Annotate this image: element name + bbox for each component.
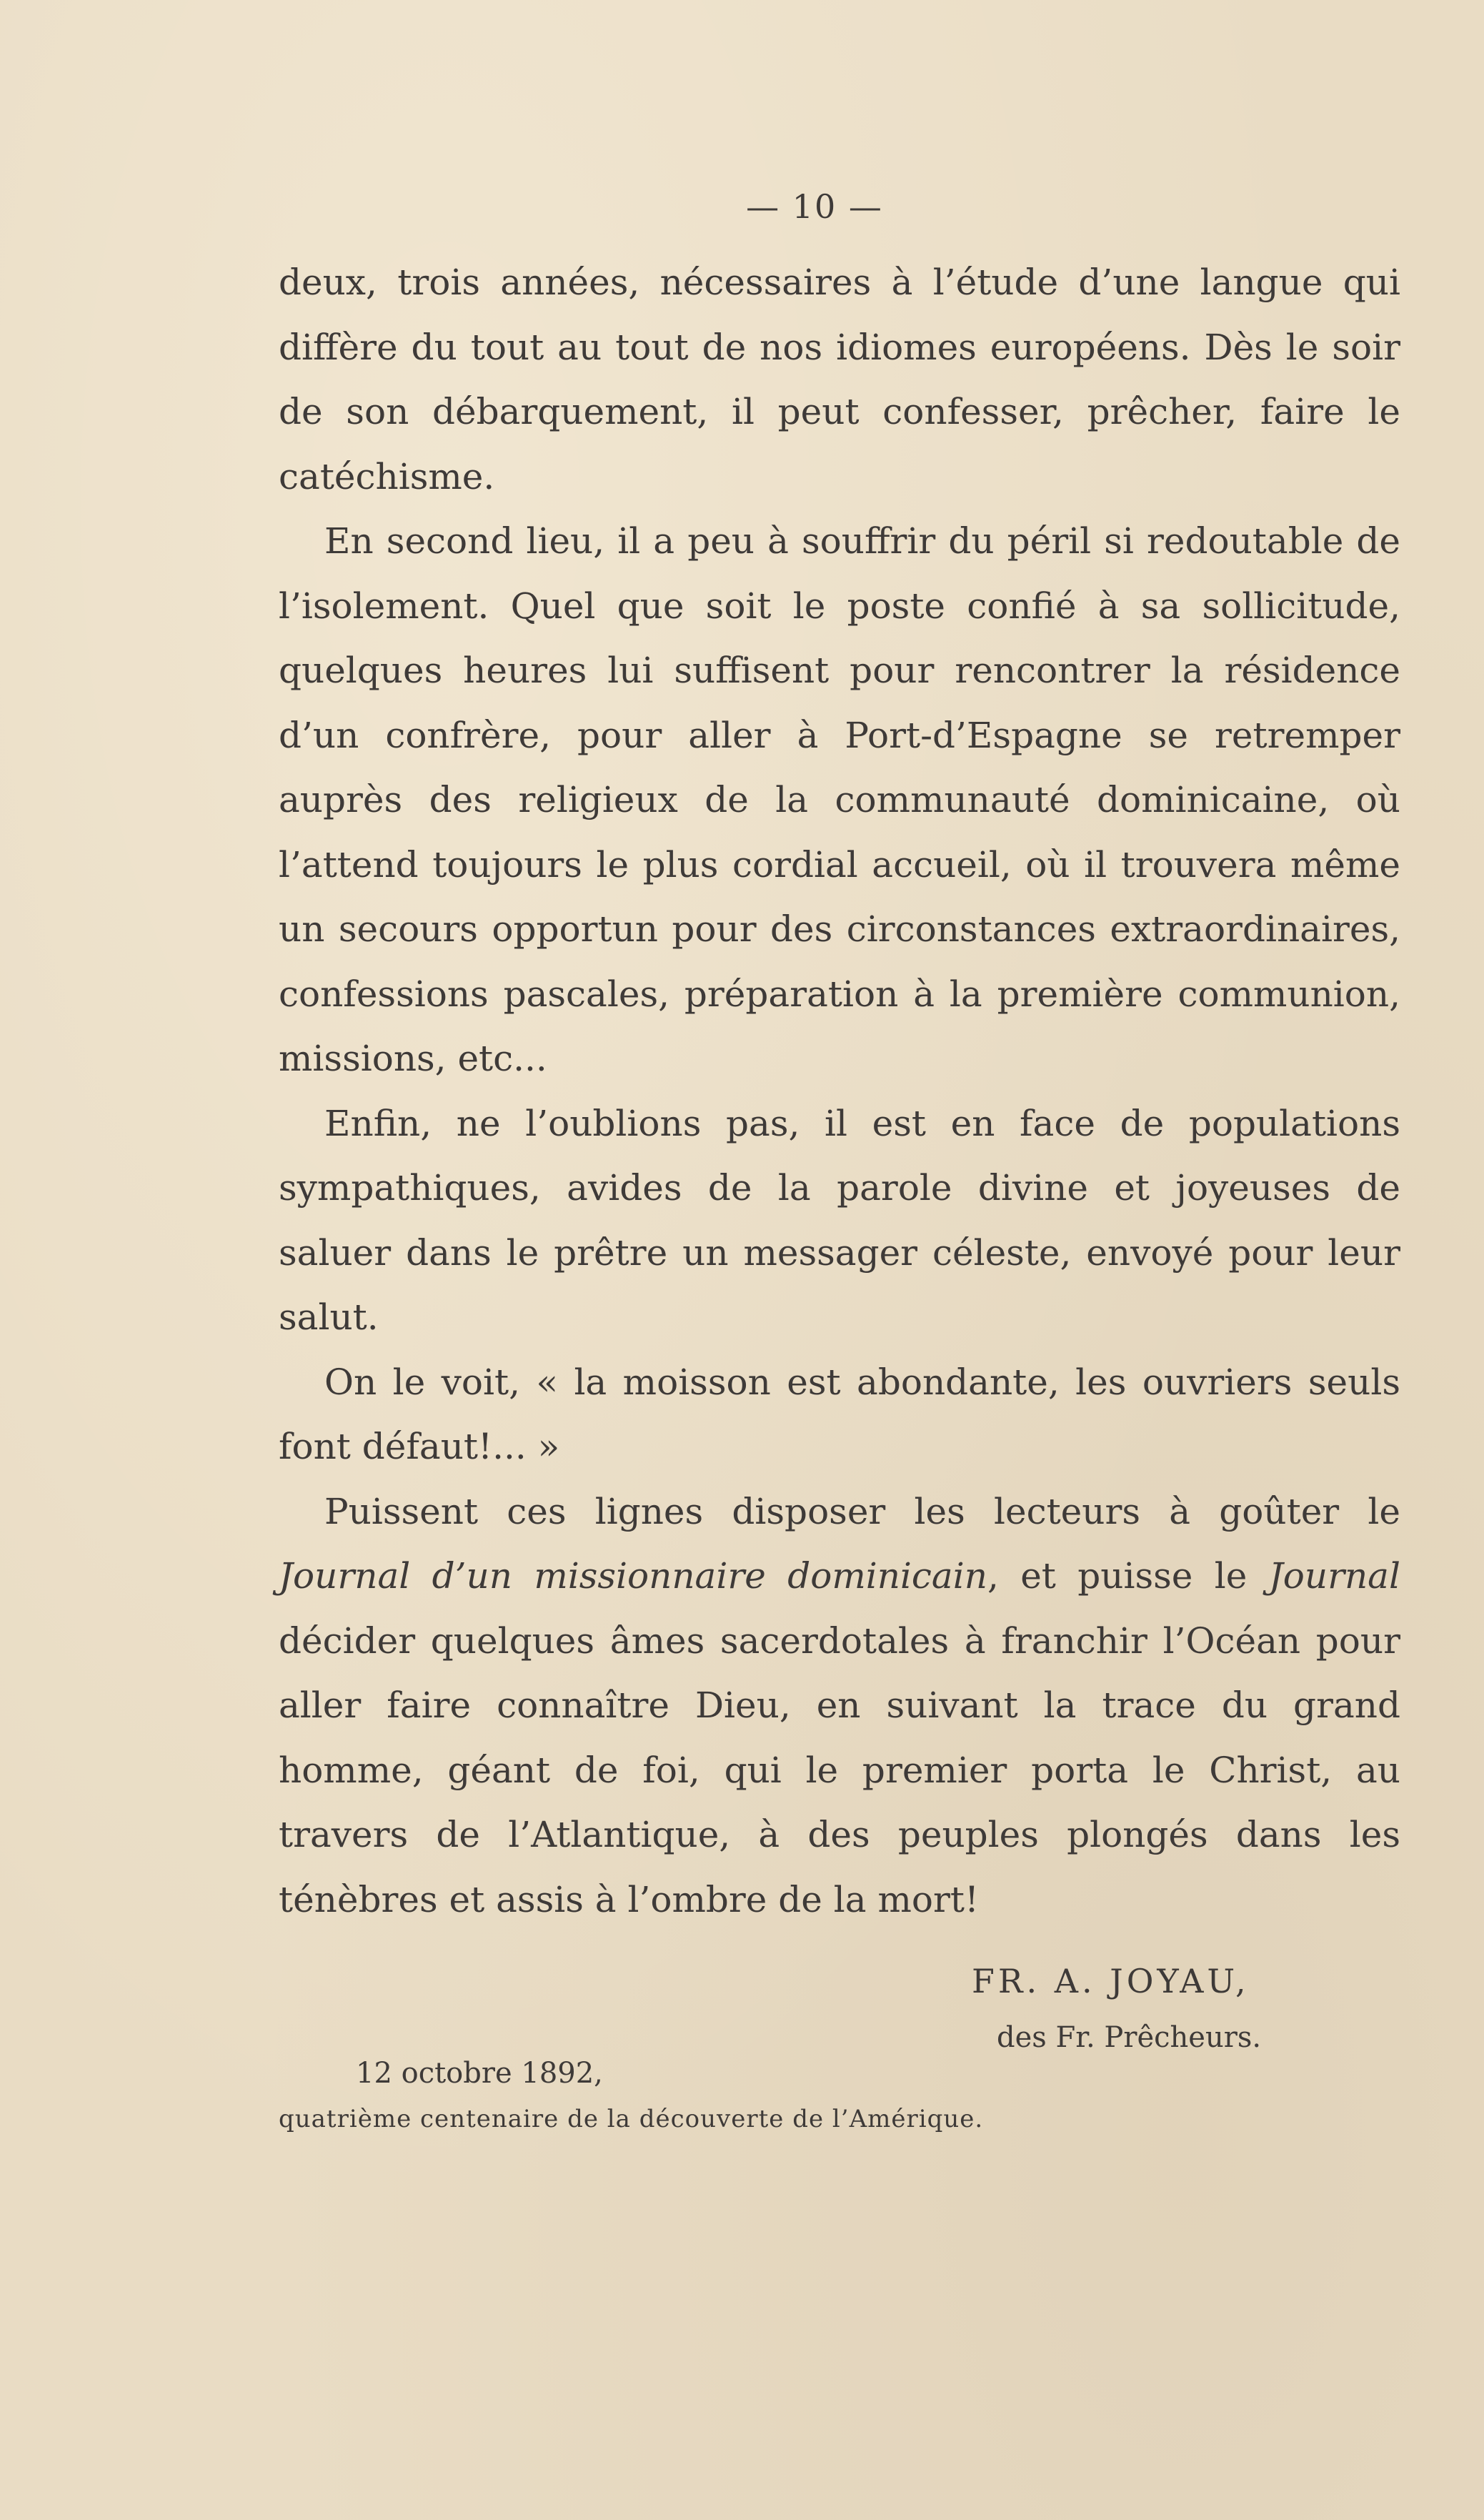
page-number: — 10 —: [746, 187, 883, 226]
date-line: 12 octobre 1892,: [356, 2057, 603, 2090]
paragraph-populations: Enfin, ne l’oublions pas, il est en face de populations sympathiques, avides de la parole divine et joyeuses de saluer dans le prêtre un messager céleste, envoyé pour leur salut.: [279, 1102, 1400, 1338]
paragraph-closing: [279, 1479, 1400, 1933]
date-caption: quatrième centenaire de la découverte de l’Amérique.: [279, 2105, 984, 2133]
signature-order: des Fr. Prêcheurs.: [997, 2021, 1262, 2054]
body-text: [279, 250, 1400, 1932]
journal-title-short: Journal: [1268, 1555, 1400, 1597]
closing-text-start: Puissent ces lignes disposer les lecteurs à goûter le: [324, 1490, 1400, 1532]
signature-name: FR. A. JOYAU,: [972, 1962, 1250, 2000]
paragraph-isolation: En second lieu, il a peu à souffrir du péril si redoutable de l’isolement. Quel que soit le poste confié à sa sollicitude, quelques heures lui suffisent pour rencontrer la résidence d’un confrère, pour aller à Port-d’Espagne se retremper auprès des religieux de la communauté dominicaine, où l’attend toujours le plus cordial accueil, où il trouvera même un secours opportun pour des circonstances extraordinaires, confessions pascales, préparation à la première communion, missions, etc...: [279, 520, 1400, 1079]
paragraph-harvest: On le voit, « la moisson est abondante, les ouvriers seuls font défaut!... »: [279, 1361, 1400, 1467]
journal-title: Journal d’un missionnaire dominicain: [279, 1555, 987, 1597]
closing-text-middle: , et puisse le: [987, 1555, 1269, 1597]
closing-text-end: décider quelques âmes sacerdotales à franchir l’Océan pour aller faire connaître Dieu, en suivant la trace du grand homme, géant de foi, qui le premier porta le Christ, au travers de l’Atlantique, à des peuples plongés dans les ténèbres et assis à l’ombre de la mort!: [279, 1619, 1400, 1920]
paragraph-continuation: deux, trois années, nécessaires à l’étude d’une langue qui diffère du tout au tout de nos idiomes européens. Dès le soir de son débarquement, il peut confesser, prêcher, faire le catéchisme.: [279, 262, 1400, 497]
